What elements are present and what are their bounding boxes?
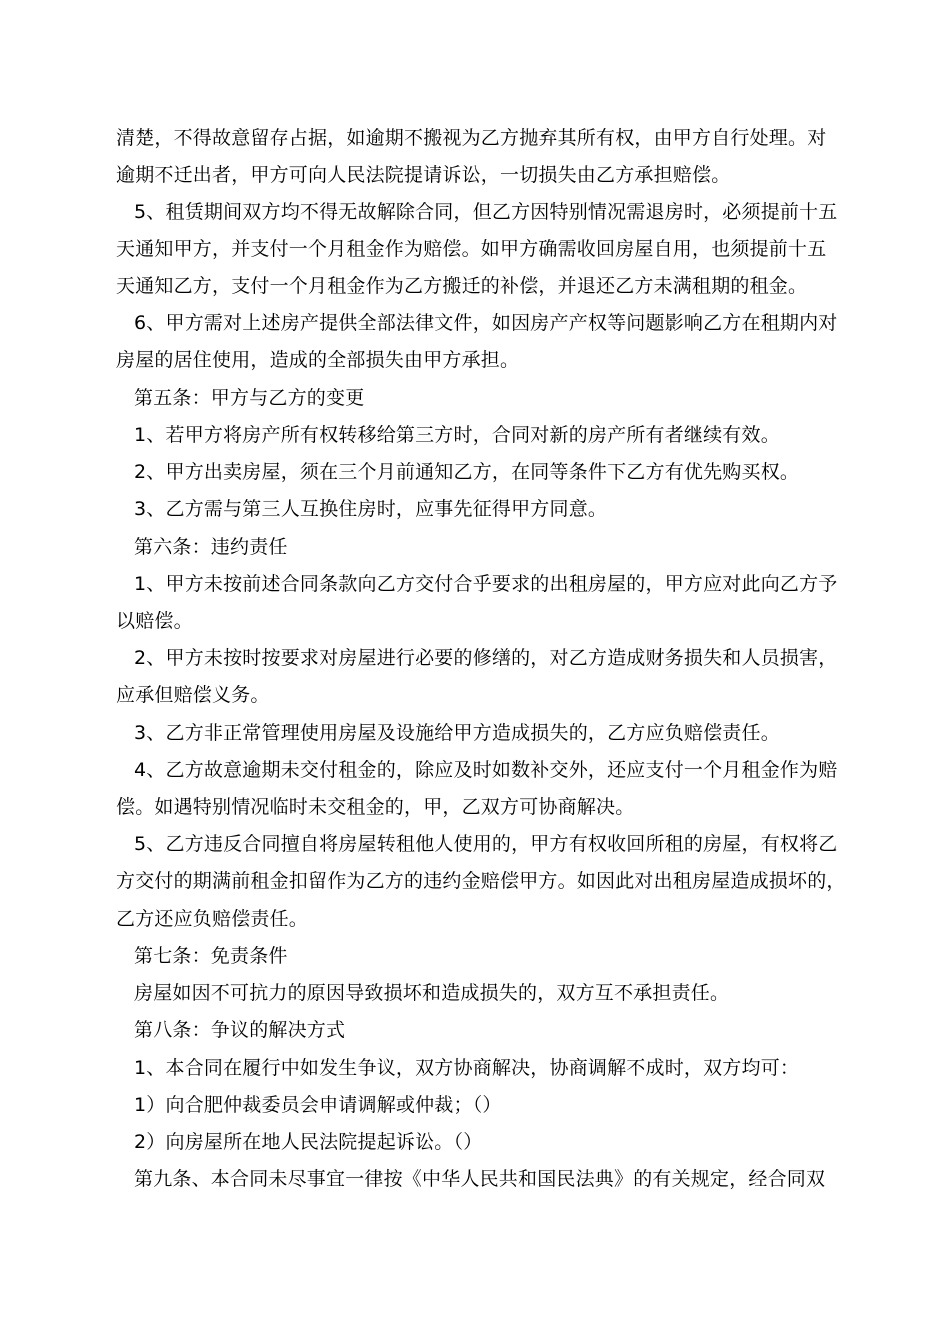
text-line: 5、乙方违反合同擅自将房屋转租他人使用的，甲方有权收回所租的房屋，有权将乙: [134, 833, 838, 855]
text-line: 6、甲方需对上述房产提供全部法律文件，如因房产产权等问题影响乙方在租期内对: [134, 312, 838, 334]
text-line: 1、甲方未按前述合同条款向乙方交付合乎要求的出租房屋的，甲方应对此向乙方予: [134, 573, 838, 595]
text-line: 2）向房屋所在地人民法院提起诉讼。（）: [134, 1131, 483, 1153]
text-line: 逾期不迁出者，甲方可向人民法院提请诉讼，一切损失由乙方承担赔偿。: [116, 164, 731, 186]
text-line: 天通知甲方，并支付一个月租金作为赔偿。如甲方确需收回房屋自用，也须提前十五: [116, 238, 827, 260]
text-line: 2、甲方出卖房屋，须在三个月前通知乙方，在同等条件下乙方有优先购买权。: [134, 461, 800, 483]
section-heading: 第七条：免责条件: [134, 945, 288, 967]
text-line: 1、本合同在履行中如发生争议，双方协商解决，协商调解不成时，双方均可：: [134, 1057, 800, 1079]
text-line: 1、若甲方将房产所有权转移给第三方时，合同对新的房产所有者继续有效。: [134, 424, 780, 446]
text-line: 以赔偿。: [116, 610, 193, 632]
text-line: 2、甲方未按时按要求对房屋进行必要的修缮的，对乙方造成财务损失和人员损害，: [134, 647, 838, 669]
text-line: 房屋如因不可抗力的原因导致损坏和造成损失的，双方互不承担责任。: [134, 982, 730, 1004]
text-line: 清楚，不得故意留存占据，如逾期不搬视为乙方抛弃其所有权，由甲方自行处理。对: [116, 127, 827, 149]
text-line: 偿。如遇特别情况临时未交租金的，甲，乙双方可协商解决。: [116, 796, 635, 818]
text-line: 第九条、本合同未尽事宜一律按《中华人民共和国民法典》的有关规定，经合同双: [134, 1168, 826, 1190]
text-line: 应承但赔偿义务。: [116, 684, 270, 706]
text-line: 4、乙方故意逾期未交付租金的，除应及时如数补交外，还应支付一个月租金作为赔: [134, 759, 838, 781]
text-line: 5、租赁期间双方均不得无故解除合同，但乙方因特别情况需退房时，必须提前十五: [134, 201, 838, 223]
section-heading: 第八条：争议的解决方式: [134, 1019, 346, 1041]
text-line: 天通知乙方，支付一个月租金作为乙方搬迁的补偿，并退还乙方未满租期的租金。: [116, 275, 808, 297]
text-line: 1）向合肥仲裁委员会申请调解或仲裁；（）: [134, 1094, 502, 1116]
text-line: 3、乙方需与第三人互换住房时，应事先征得甲方同意。: [134, 498, 608, 520]
text-line: 3、乙方非正常管理使用房屋及设施给甲方造成损失的，乙方应负赔偿责任。: [134, 722, 780, 744]
text-line: 乙方还应负赔偿责任。: [116, 908, 309, 930]
section-heading: 第六条：违约责任: [134, 536, 288, 558]
section-heading: 第五条：甲方与乙方的变更: [134, 387, 365, 409]
text-line: 房屋的居住使用，造成的全部损失由甲方承担。: [116, 349, 520, 371]
text-line: 方交付的期满前租金扣留作为乙方的违约金赔偿甲方。如因此对出租房屋造成损坏的，: [116, 870, 846, 892]
